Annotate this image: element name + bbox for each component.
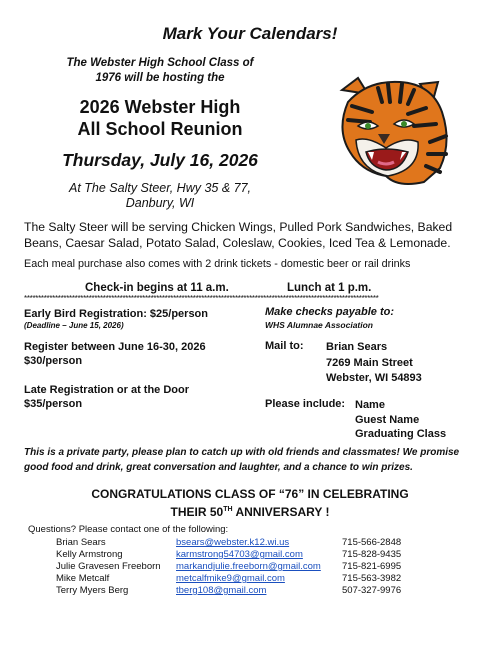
- regular-registration: [24, 340, 206, 368]
- contact-name: Kelly Armstrong: [56, 549, 123, 560]
- please-include-label: Please include:: [265, 398, 346, 410]
- congrats-line-2b: ANNIVERSARY !: [232, 505, 330, 519]
- congratulations-banner: [0, 486, 500, 520]
- mail-address: [326, 340, 422, 387]
- congrats-line-1: CONGRATULATIONS CLASS OF “76” IN CELEBRATING: [91, 487, 409, 501]
- regular-registration-dates: Register between June 16-30, 2026: [24, 341, 206, 353]
- mail-city: Webster, WI 54893: [326, 372, 422, 384]
- mail-to-label: Mail to:: [265, 340, 304, 352]
- contact-email-link[interactable]: bsears@webster.k12.wi.us: [176, 537, 290, 548]
- late-registration-label: Late Registration or at the Door: [24, 384, 190, 396]
- menu-description: The Salty Steer will be serving Chicken Wings, Pulled Pork Sandwiches, Baked Beans, Caesar Salad, Potato Salad, Coleslaw, Cookies, Iced Tea & Lemonade.: [24, 220, 453, 250]
- tiger-mascot-image: [328, 72, 456, 188]
- late-registration: [24, 383, 189, 411]
- contact-name: Brian Sears: [56, 537, 106, 548]
- contact-phone: 715-821-6995: [342, 561, 402, 572]
- payee-name: WHS Alumnae Association: [265, 320, 373, 330]
- lunch-time: Lunch at 1 p.m.: [287, 282, 372, 294]
- checkin-time: Check-in begins at 11 a.m.: [85, 282, 229, 294]
- host-line-1: The Webster High School Class of: [66, 57, 254, 69]
- venue: [20, 181, 300, 211]
- event-title: [20, 96, 300, 140]
- venue-line-1: At The Salty Steer, Hwy 35 & 77,: [68, 181, 252, 195]
- drinks-note: Each meal purchase also comes with 2 drink tickets - domestic beer or rail drinks: [24, 258, 411, 270]
- congrats-superscript: TH: [223, 506, 233, 513]
- contacts-header: Questions? Please contact one of the following:: [28, 524, 229, 535]
- venue-line-2: Danbury, WI: [125, 196, 195, 210]
- closing-message: This is a private party, please plan to catch up with old friends and classmates! We promise good food and drink, great conversation and laughter, and a chance to win prizes.: [24, 447, 460, 473]
- contact-phone: 715-563-3982: [342, 573, 402, 584]
- include-items: [355, 398, 446, 442]
- contact-phone: 715-828-9435: [342, 549, 402, 560]
- event-title-line-2: All School Reunion: [77, 119, 243, 139]
- contact-name: Terry Myers Berg: [56, 585, 129, 596]
- include-item: Guest Name: [355, 413, 420, 426]
- contact-name: Julie Gravesen Freeborn: [56, 561, 161, 572]
- star-divider: ******************************************************************************************************************************: [24, 294, 379, 303]
- early-bird-deadline: (Deadline – June 15, 2026): [24, 321, 124, 330]
- payment-info: [265, 306, 394, 332]
- congrats-line-2a: THEIR 50: [170, 505, 224, 519]
- include-item: Name: [355, 399, 385, 411]
- mail-name: Brian Sears: [326, 341, 388, 353]
- event-date: Thursday, July 16, 2026: [62, 150, 258, 170]
- host-line-2: 1976 will be hosting the: [95, 72, 225, 84]
- host-line: [20, 56, 300, 86]
- contact-email-link[interactable]: markandjulie.freeborn@gmail.com: [176, 561, 321, 572]
- regular-registration-price: $30/person: [24, 355, 83, 367]
- headline: Mark Your Calendars!: [162, 24, 338, 43]
- contact-email-link[interactable]: metcalfmike9@gmail.com: [176, 573, 285, 584]
- include-item: Graduating Class: [355, 428, 447, 440]
- congrats-line-2: [0, 502, 500, 520]
- early-bird-registration: Early Bird Registration: $25/person: [24, 308, 208, 320]
- mail-street: 7269 Main Street: [326, 356, 413, 369]
- checks-payable-label: Make checks payable to:: [265, 306, 395, 318]
- contact-email-link[interactable]: karmstrong54703@gmail.com: [176, 549, 303, 560]
- contact-email-link[interactable]: tberg108@gmail.com: [176, 585, 267, 596]
- contact-name: Mike Metcalf: [56, 573, 110, 584]
- late-registration-price: $35/person: [24, 398, 83, 410]
- event-title-line-1: 2026 Webster High: [79, 97, 241, 117]
- contact-phone: 507-327-9976: [342, 585, 402, 596]
- contact-phone: 715-566-2848: [342, 537, 402, 548]
